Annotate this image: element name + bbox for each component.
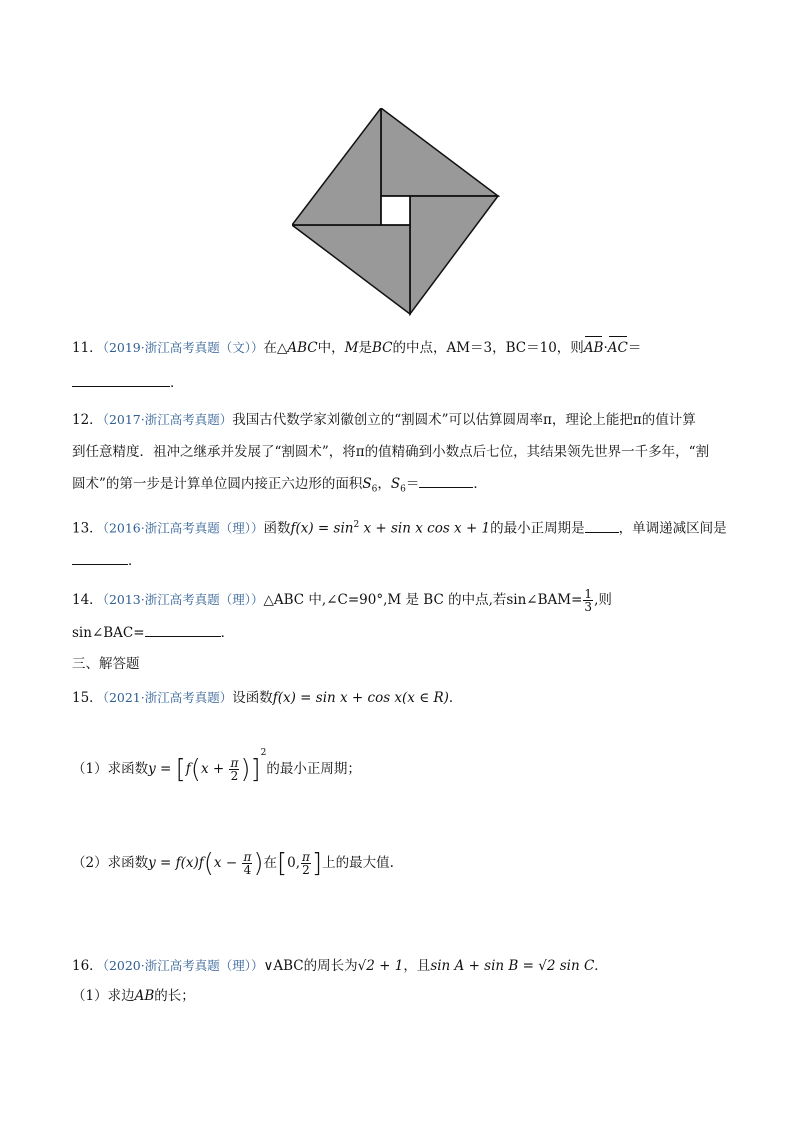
answer-blank[interactable] <box>72 372 170 387</box>
fraction <box>583 588 593 613</box>
question-source: （2021·浙江高考真题） <box>102 690 233 705</box>
text: ． <box>594 958 608 974</box>
numerator: π <box>230 756 239 770</box>
text: （1）求边 <box>72 988 135 1004</box>
right-paren: ) <box>253 848 264 879</box>
text: 到任意精度．祖冲之继承并发展了“割圆术”，将π的值精确到小数点后七位，其结果领先世界一千多年，“割 <box>72 444 710 460</box>
dot-operator: · <box>603 340 608 356</box>
text: 上的最大值. <box>322 855 394 871</box>
question-16 <box>72 956 608 976</box>
text: ． <box>448 690 463 706</box>
question-12-line-2 <box>72 442 709 462</box>
triangle-piece-1 <box>381 108 498 196</box>
text: 圆术”的第一步是计算单位圆内接正六边形的面积 <box>72 476 363 492</box>
denominator: 4 <box>243 863 252 877</box>
text: ∨ABC的周长为 <box>263 958 358 974</box>
math: AB <box>134 988 155 1004</box>
fraction <box>242 851 252 876</box>
text: 的长； <box>154 988 195 1004</box>
section-heading: 三、解答题 <box>72 656 140 672</box>
math: f(x) = sin <box>290 520 354 537</box>
text: （2）求函数 <box>72 855 149 871</box>
text: ，单调递减区间是 <box>618 520 727 537</box>
subscript: 6 <box>371 484 378 495</box>
question-15 <box>72 688 462 708</box>
vector-ac: AC <box>607 340 628 356</box>
math: S <box>390 476 401 492</box>
question-source: （2016·浙江高考真题（理）） <box>102 520 264 536</box>
right-bracket: ] <box>311 848 323 879</box>
answer-blank[interactable] <box>145 622 221 637</box>
fraction <box>301 851 311 876</box>
math: f(x) = sin x + cos x(x ∈ R) <box>272 690 449 706</box>
text: 在 <box>263 340 277 356</box>
text: ，且 <box>403 958 431 974</box>
math: S <box>362 476 372 492</box>
question-15-part-2 <box>72 848 394 879</box>
text: ． <box>128 553 142 569</box>
question-12-line-3 <box>72 473 487 500</box>
left-bracket: [ <box>175 754 186 785</box>
equals: ＝ <box>627 340 642 356</box>
question-16-part-1 <box>72 986 195 1006</box>
question-number: 15． <box>72 690 103 706</box>
denominator: 2 <box>302 863 310 877</box>
pinwheel-square-figure <box>292 108 502 318</box>
numerator: π <box>302 850 310 864</box>
question-14 <box>72 588 612 613</box>
question-14-line-2 <box>72 622 234 643</box>
answer-blank[interactable] <box>419 473 473 488</box>
question-15-part-1 <box>72 738 361 785</box>
question-number: 14． <box>72 592 103 608</box>
math: f <box>185 761 191 777</box>
text: 的中点， <box>392 340 447 356</box>
text: 中， <box>317 340 345 356</box>
question-11-answer-line <box>72 372 184 393</box>
text: sin∠BAC= <box>72 625 145 641</box>
text: 设函数 <box>232 690 273 706</box>
math: x − <box>213 855 242 871</box>
text: ,则 <box>594 592 612 608</box>
question-source: （2013·浙江高考真题（理）） <box>102 592 264 607</box>
text: 我国古代数学家刘徽创立的“割圆术”可以估算圆周率π，理论上能把π的值计算 <box>232 412 696 428</box>
right-bracket: ] <box>250 754 261 785</box>
subscript: 6 <box>400 484 406 495</box>
question-number: 16． <box>72 958 103 974</box>
numerator: π <box>243 850 252 864</box>
text: ， <box>377 476 391 492</box>
math: 0, <box>287 855 301 871</box>
math: x + sin x cos x + 1 <box>359 520 491 537</box>
text: ＝ <box>405 476 420 492</box>
math: BC <box>371 340 393 356</box>
right-paren: ) <box>240 754 251 785</box>
math: y = f(x)f <box>148 855 204 871</box>
numerator: 1 <box>584 587 593 601</box>
text: ． <box>170 375 184 391</box>
math: √2 + 1 <box>357 958 404 974</box>
question-12 <box>72 410 696 430</box>
superscript: 2 <box>260 748 267 758</box>
text: AM＝3，BC＝10，则 <box>446 340 584 356</box>
pinwheel-triangles <box>292 108 498 314</box>
text: △ABC 中,∠C=90°,M 是 BC 的中点,若sin∠BAM= <box>263 592 583 608</box>
question-13 <box>72 515 727 539</box>
left-paren: ( <box>203 848 214 879</box>
text: 是 <box>358 340 372 356</box>
math: M <box>344 340 359 356</box>
question-source: （2020·浙江高考真题（理）） <box>102 958 264 973</box>
left-bracket: [ <box>276 848 288 879</box>
triangle-piece-3 <box>292 225 410 314</box>
text: ． <box>473 476 487 492</box>
inner-square <box>381 196 410 225</box>
text: 在 <box>263 855 277 871</box>
text: （1）求函数 <box>72 761 149 777</box>
triangle-piece-2 <box>410 196 498 314</box>
math: y = <box>148 761 176 777</box>
denominator: 3 <box>584 600 593 614</box>
fraction <box>229 757 239 782</box>
question-number: 11． <box>72 340 103 356</box>
left-paren: ( <box>190 754 201 785</box>
text: 函数 <box>263 520 291 537</box>
question-source: （2017·浙江高考真题） <box>102 412 233 427</box>
math: x + <box>200 761 229 777</box>
question-source: （2019·浙江高考真题（文）） <box>102 340 264 355</box>
math: sin A + sin B = √2 sin C <box>430 958 595 974</box>
superscript: 2 <box>353 520 360 530</box>
question-11 <box>72 338 641 358</box>
vector-ab: AB <box>583 340 604 356</box>
math: △ABC <box>276 340 318 356</box>
triangle-piece-4 <box>292 108 381 225</box>
question-number: 12． <box>72 412 103 428</box>
denominator: 2 <box>230 769 239 783</box>
text: 的最小正周期； <box>266 761 361 777</box>
answer-blank[interactable] <box>72 550 128 565</box>
text: 的最小正周期是 <box>490 520 585 537</box>
text: ． <box>220 625 235 641</box>
question-13-answer-line <box>72 550 142 571</box>
answer-blank[interactable] <box>585 518 619 533</box>
question-number: 13． <box>72 520 103 537</box>
